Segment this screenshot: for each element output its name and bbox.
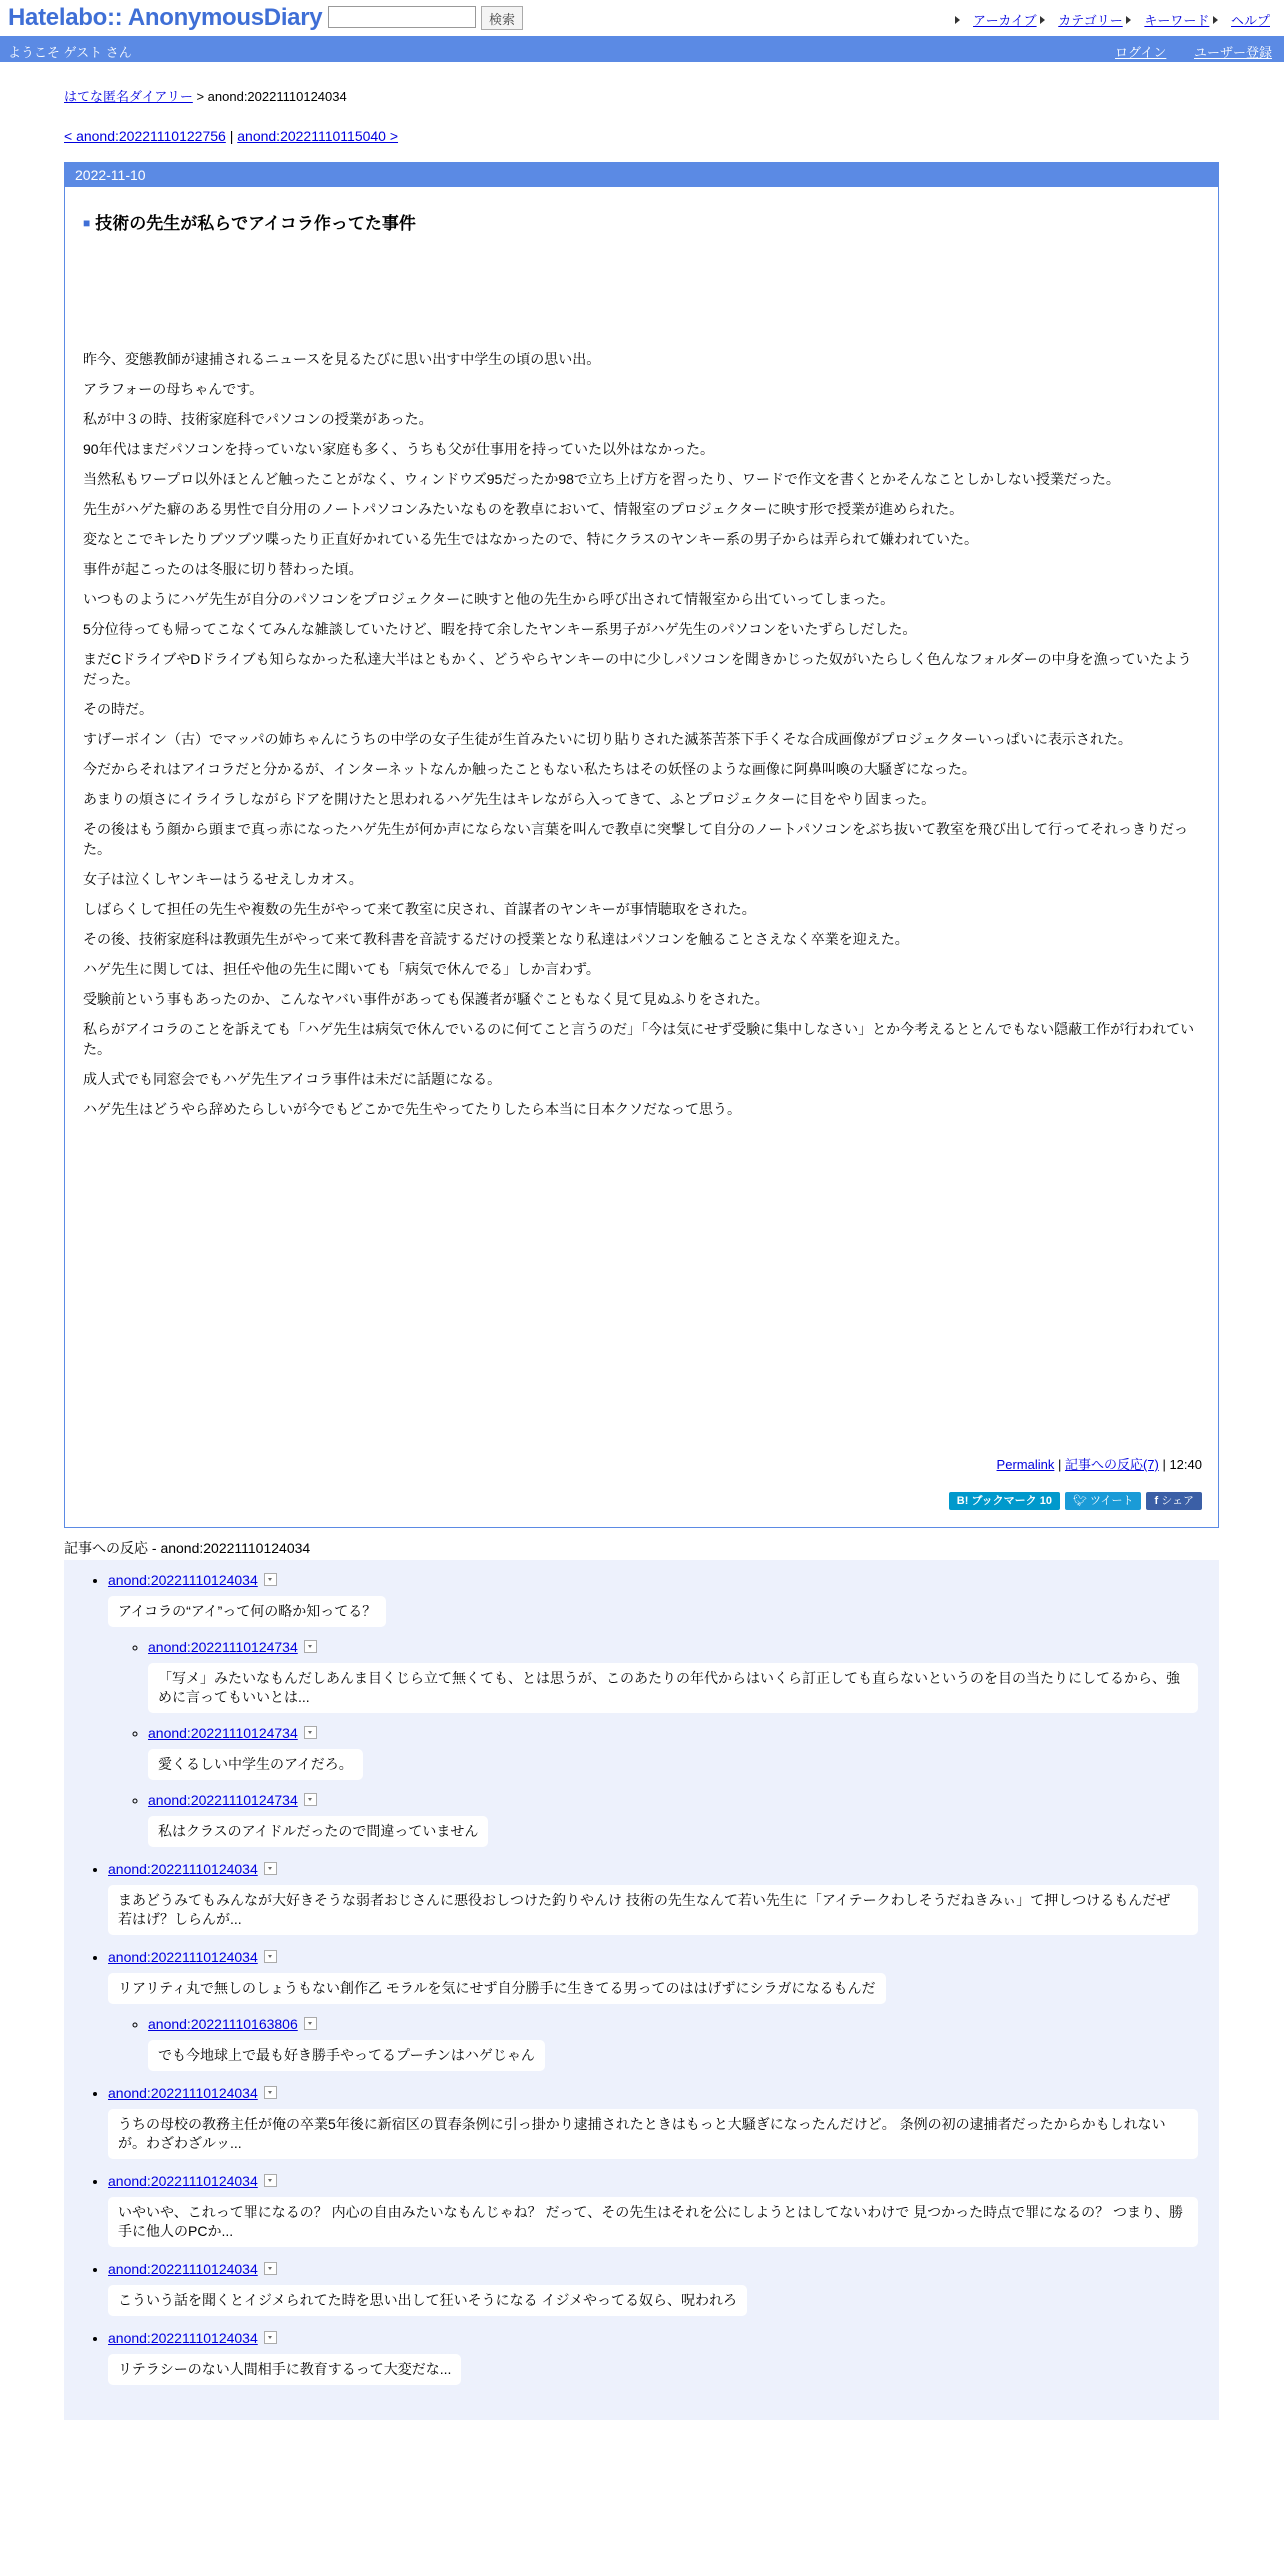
triangle-right-icon (1213, 16, 1218, 24)
reaction-link[interactable]: anond:20221110124034 (108, 1572, 258, 1588)
dropdown-arrow-icon[interactable] (264, 2174, 277, 2187)
reaction-excerpt: いやいや、これって罪になるの？ 内心の自由みたいなもんじゃね？ だって、その先生はそれを公にしようとはしてないわけで 見つかった時点で罪になるの？ つまり、勝手に他人のPCか... (108, 2197, 1198, 2247)
prev-entry-link[interactable]: < anond:20221110122756 (64, 128, 226, 144)
triangle-right-icon (1126, 16, 1131, 24)
footer-separator: | (1158, 1457, 1170, 1472)
breadcrumb-current: anond:20221110124034 (207, 89, 347, 104)
dropdown-arrow-icon[interactable] (264, 1573, 277, 1586)
entry-paragraph: 当然私もワープロ以外ほとんど触ったことがなく、ウィンドウズ95だったか98で立ち上げ方を習ったり、ワードで作文を書くとかそんなことしかしない授業だった。 (83, 471, 1120, 487)
entry-paragraph: その後はもう顔から頭まで真っ赤になったハゲ先生が何か声にならない言葉を叫んで教卓に突撃して自分のノートパソコンをぶち抜いて教室を飛び出して行ってそれっきりだった。 (83, 821, 1189, 857)
tweet-label: ツイート (1090, 1495, 1134, 1507)
reaction-item (148, 1639, 1219, 1713)
dropdown-arrow-icon[interactable] (304, 2017, 317, 2030)
dropdown-arrow-icon[interactable] (264, 1862, 277, 1875)
reaction-excerpt: まあどうみてもみんなが大好きそうな弱者おじさんに悪役おしつけた釣りやんけ 技術の先生なんて若い先生に「アイテークわしそうだねきみぃ」て押しつけるもんだぜ 若はげ？しらんが... (108, 1885, 1198, 1935)
reaction-link[interactable]: anond:20221110124734 (148, 1725, 298, 1741)
dropdown-arrow-icon[interactable] (264, 2331, 277, 2344)
reaction-item (148, 2016, 1219, 2071)
nav-keyword[interactable]: キーワード (1144, 13, 1210, 28)
hatena-bookmark-button[interactable] (949, 1492, 1060, 1510)
dropdown-arrow-icon[interactable] (304, 1726, 317, 1739)
next-entry-link[interactable]: anond:20221110115040 > (237, 128, 399, 144)
share-buttons (949, 1492, 1202, 1510)
facebook-share-button[interactable] (1146, 1492, 1202, 1510)
entry-paragraph: まだCドライブやDドライブも知らなかった私達大半はともかく、どうやらヤンキーの中に少しパソコンを聞きかじった奴がいたらしく色んなフォルダーの中身を漁っていたようだった。 (83, 651, 1192, 687)
reaction-link[interactable]: anond:20221110124034 (108, 2261, 258, 2277)
reaction-item (108, 1861, 1219, 1935)
footer-separator: | (1054, 1457, 1065, 1472)
top-bar (0, 0, 1284, 36)
reaction-subtree (108, 1639, 1219, 1847)
title-square-icon[interactable]: ■ (83, 216, 91, 230)
reaction-link[interactable]: anond:20221110124734 (148, 1639, 298, 1655)
nav-help[interactable]: ヘルプ (1230, 13, 1270, 28)
breadcrumb (64, 86, 347, 105)
entry-body (83, 349, 1198, 1119)
reaction-excerpt: リテラシーのない人間相手に教育するって大変だな... (108, 2354, 461, 2385)
user-bar (0, 36, 1284, 62)
entry-paragraph: 今だからそれはアイコラだと分かるが、インターネットなんか触ったこともない私たちはその妖怪のような画像に阿鼻叫喚の大騒ぎになった。 (83, 761, 976, 777)
dropdown-arrow-icon[interactable] (264, 2086, 277, 2099)
pager (64, 128, 398, 144)
dropdown-arrow-icon[interactable] (264, 2262, 277, 2275)
reaction-excerpt: アイコラの“アイ”って何の略か知ってる？ (108, 1596, 386, 1627)
entry-paragraph: 90年代はまだパソコンを持っていない家庭も多く、うちも父が仕事用を持っていた以外はなかった。 (83, 441, 715, 457)
entry-paragraph: アラフォーの母ちゃんです。 (83, 381, 264, 397)
hatena-bookmark-label: B! ブックマーク (956, 1495, 1037, 1507)
reaction-link[interactable]: anond:20221110124034 (108, 2085, 258, 2101)
entry-paragraph: その後、技術家庭科は教頭先生がやって来て教科書を音読するだけの授業となり私達はパソコンを触ることさえなく卒業を迎えた。 (83, 931, 909, 947)
reaction-excerpt: こういう話を聞くとイジメられてた時を思い出して狂いそうになる イジメやってる奴ら、呪われろ (108, 2285, 747, 2316)
entry-title (83, 209, 416, 234)
reactions-link[interactable]: 記事への反応(7) (1064, 1457, 1159, 1472)
reaction-excerpt: でも今地球上で最も好き勝手やってるプーチンはハゲじゃん (148, 2040, 545, 2071)
reaction-link[interactable]: anond:20221110124034 (108, 2330, 258, 2346)
reaction-link[interactable]: anond:20221110124034 (108, 1861, 258, 1877)
entry-paragraph: 成人式でも同窓会でもハゲ先生アイコラ事件は未だに話題になる。 (83, 1071, 502, 1087)
reaction-item (108, 1572, 1219, 1847)
entry-paragraph: 私らがアイコラのことを訴えても「ハゲ先生は病気で休んでいるのに何てこと言うのだ」「今は気にせず受験に集中しなさい」とか今考えるととんでもない隠蔽工作が行われていた。 (83, 1021, 1195, 1057)
entry-paragraph: 私が中３の時、技術家庭科でパソコンの授業があった。 (83, 411, 433, 427)
facebook-icon: f (1154, 1495, 1159, 1507)
entry-paragraph: 先生がハゲた癖のある男性で自分用のノートパソコンみたいなものを教卓において、情報室のプロジェクターに映す形で授業が進められた。 (83, 501, 964, 517)
reaction-item (108, 2261, 1219, 2316)
entry-paragraph: あまりの煩さにイライラしながらドアを開けたと思われるハゲ先生はキレながら入ってきて、ふとプロジェクターに目をやり固まった。 (83, 791, 936, 807)
reaction-subtree (108, 2016, 1219, 2071)
pager-separator: | (225, 128, 238, 144)
entry-paragraph: 5分位待っても帰ってこなくてみんな雑談していたけど、暇を持て余したヤンキー系男子がハゲ先生のパソコンをいたずらしだした。 (83, 621, 917, 637)
entry-paragraph: その時だ。 (83, 701, 153, 717)
entry-paragraph: しばらくして担任の先生や複数の先生がやって来て教室に戻され、首謀者のヤンキーが事情聴取をされた。 (83, 901, 756, 917)
entry-title-text: 技術の先生が私らでアイコラ作ってた事件 (95, 214, 416, 233)
reaction-excerpt: うちの母校の教務主任が俺の卒業5年後に新宿区の買春条例に引っ掛かり逮捕されたときはもっと大騒ぎになったんだけど。 条例の初の逮捕者だったからかもしれないが。わざわざルッ... (108, 2109, 1198, 2159)
reaction-item (108, 2085, 1219, 2159)
top-nav (955, 10, 1270, 29)
search-input[interactable] (328, 6, 476, 28)
entry-paragraph: 変なとこでキレたりブツブツ喋ったり正直好かれている先生ではなかったので、特にクラスのヤンキー系の男子からは弄られて嫌われていた。 (83, 531, 979, 547)
entry-paragraph: 昨今、変態教師が逮捕されるニュースを見るたびに思い出す中学生の頃の思い出。 (83, 351, 601, 367)
dropdown-arrow-icon[interactable] (304, 1640, 317, 1653)
bird-icon: 🐦︎ (1073, 1495, 1087, 1507)
search-button[interactable]: 検索 (481, 6, 523, 30)
breadcrumb-separator: > (192, 89, 208, 104)
entry-paragraph: ハゲ先生に関しては、担任や他の先生に聞いても「病気で休んでる」しか言わず。 (83, 961, 600, 977)
article (64, 162, 1219, 1528)
nav-archive[interactable]: アーカイブ (973, 13, 1037, 28)
facebook-share-label: シェア (1161, 1495, 1194, 1507)
bookmark-count: 10 (1039, 1495, 1052, 1507)
triangle-right-icon (955, 16, 960, 24)
reaction-link[interactable]: anond:20221110163806 (148, 2016, 298, 2032)
entry-paragraph: すげーボイン（古）でマッパの姉ちゃんにうちの中学の女子生徒が生首みたいに切り貼りされた滅茶苦茶下手くそな合成画像がプロジェクターいっぱいに表示された。 (83, 731, 1132, 747)
entry-paragraph: ハゲ先生はどうやら辞めたらしいが今でもどこかで先生やってたりしたら本当に日本クソだなって思う。 (83, 1101, 741, 1117)
entry-footer (997, 1454, 1202, 1473)
reactions-list (64, 1560, 1219, 2420)
reaction-excerpt: 愛くるしい中学生のアイだろ。 (148, 1749, 363, 1780)
dropdown-arrow-icon[interactable] (304, 1793, 317, 1806)
day-header: 2022-11-10 (65, 163, 1218, 187)
entry-paragraph: 女子は泣くしヤンキーはうるせえしカオス。 (83, 871, 363, 887)
reaction-item (148, 1725, 1219, 1780)
nav-category[interactable]: カテゴリー (1058, 13, 1123, 28)
reaction-excerpt: 私はクラスのアイドルだったので間違っていません (148, 1816, 488, 1847)
site-logo[interactable]: Hatelabo:: AnonymousDiary (8, 4, 323, 31)
entry-paragraph: 受験前という事もあったのか、こんなヤバい事件があっても保護者が騒ぐこともなく見て見ぬふりをされた。 (83, 991, 769, 1007)
guest-greeting: ようこそ ゲスト さん (8, 45, 132, 60)
reactions-heading: 記事への反応 - anond:20221110124034 (64, 1538, 1219, 1562)
entry-paragraph: いつものようにハゲ先生が自分のパソコンをプロジェクターに映すと他の先生から呼び出されて情報室から出ていってしまった。 (83, 591, 895, 607)
entry-paragraph: 事件が起こったのは冬服に切り替わった頃。 (83, 561, 363, 577)
breadcrumb-home[interactable]: はてな匿名ダイアリー (64, 89, 193, 104)
reaction-item (108, 2173, 1219, 2247)
reaction-item (148, 1792, 1219, 1847)
reaction-item (108, 2330, 1219, 2385)
reaction-excerpt: 「写メ」みたいなもんだしあんま目くじら立て無くても、とは思うが、このあたりの年代からはいくら訂正しても直らないというのを目の当たりにしてるから、強めに言ってもいいとは... (148, 1663, 1198, 1713)
reaction-tree (64, 1560, 1219, 2385)
reaction-link[interactable]: anond:20221110124034 (108, 2173, 258, 2189)
dropdown-arrow-icon[interactable] (264, 1950, 277, 1963)
entry-time: 12:40 (1169, 1457, 1202, 1472)
reaction-excerpt: リアリティ丸で無しのしょうもない創作乙 モラルを気にせず自分勝手に生きてる男ってのははげずにシラガになるもんだ (108, 1973, 886, 2004)
triangle-right-icon (1040, 16, 1045, 24)
permalink[interactable]: Permalink (996, 1457, 1055, 1472)
reaction-link[interactable]: anond:20221110124034 (108, 1949, 258, 1965)
login-link[interactable]: ログイン (1115, 45, 1167, 60)
tweet-button[interactable] (1065, 1492, 1141, 1510)
reaction-link[interactable]: anond:20221110124734 (148, 1792, 298, 1808)
reaction-item (108, 1949, 1219, 2071)
register-link[interactable]: ユーザー登録 (1193, 45, 1272, 60)
